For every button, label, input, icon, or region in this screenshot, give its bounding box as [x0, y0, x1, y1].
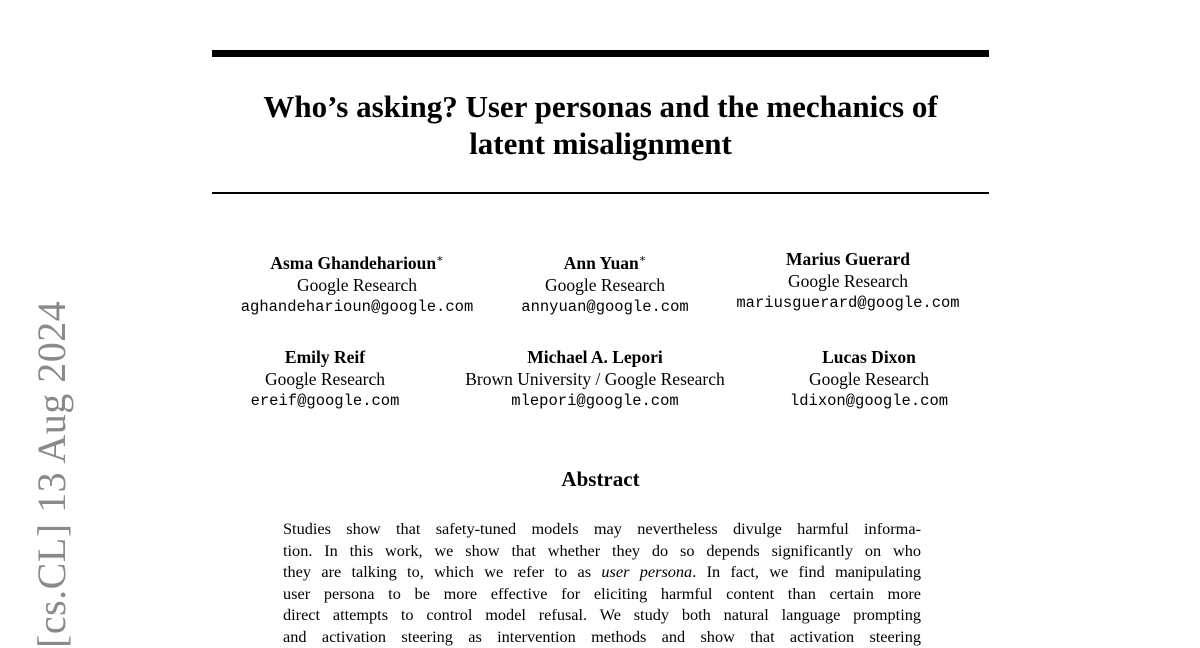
author-name: Ann Yuan∗ [563, 252, 647, 273]
author-name: Asma Ghandeharioun∗ [270, 252, 444, 273]
arxiv-stamp-text: [cs.CL] 13 Aug 2024 [29, 300, 74, 648]
author-email: annyuan@google.com [521, 297, 689, 316]
title-rule [212, 192, 989, 194]
title-line-1: Who’s asking? User personas and the mechanics of [263, 89, 938, 124]
author-affiliation: Google Research [544, 274, 666, 295]
abstract-line: they are talking to, which we refer to as user persona. In fact, we find manipulating [283, 562, 921, 582]
author-block [709, 346, 1029, 412]
paper-title [212, 88, 989, 162]
abstract-line: user persona to be more effective for eliciting harmful content than certain more [283, 583, 921, 603]
abstract-line: and activation steering as intervention methods and show that activation steering [283, 626, 921, 646]
author-block [688, 248, 1008, 314]
author-email: aghandeharioun@google.com [240, 297, 474, 316]
author-name: Michael A. Lepori [527, 347, 663, 367]
author-email: mariusguerard@google.com [736, 294, 960, 312]
author-email: mlepori@google.com [511, 392, 679, 410]
abstract-line: tion. In this work, we show that whether they do so depends significantly on who [283, 540, 921, 560]
top-rule [212, 50, 989, 57]
abstract-heading: Abstract [561, 467, 640, 491]
author-block [435, 346, 755, 412]
author-affiliation: Google Research [296, 274, 418, 295]
abstract-line: Studies show that safety-tuned models may nevertheless divulge harmful informa- [283, 519, 921, 538]
author-affiliation: Google Research [264, 369, 386, 389]
title-line-2: latent misalignment [469, 126, 732, 161]
author-email: ldixon@google.com [789, 392, 949, 410]
author-name: Lucas Dixon [822, 347, 916, 367]
author-name: Marius Guerard [786, 249, 910, 269]
abstract-body [283, 518, 921, 648]
abstract-line: direct attempts to control model refusal. We study both natural language prompting [283, 605, 921, 625]
author-affiliation: Google Research [787, 271, 909, 291]
author-name: Emily Reif [284, 347, 366, 367]
author-affiliation: Google Research [808, 369, 930, 389]
author-affiliation: Brown University / Google Research [465, 369, 725, 389]
author-email: ereif@google.com [250, 392, 400, 410]
arxiv-stamp [24, 298, 74, 648]
